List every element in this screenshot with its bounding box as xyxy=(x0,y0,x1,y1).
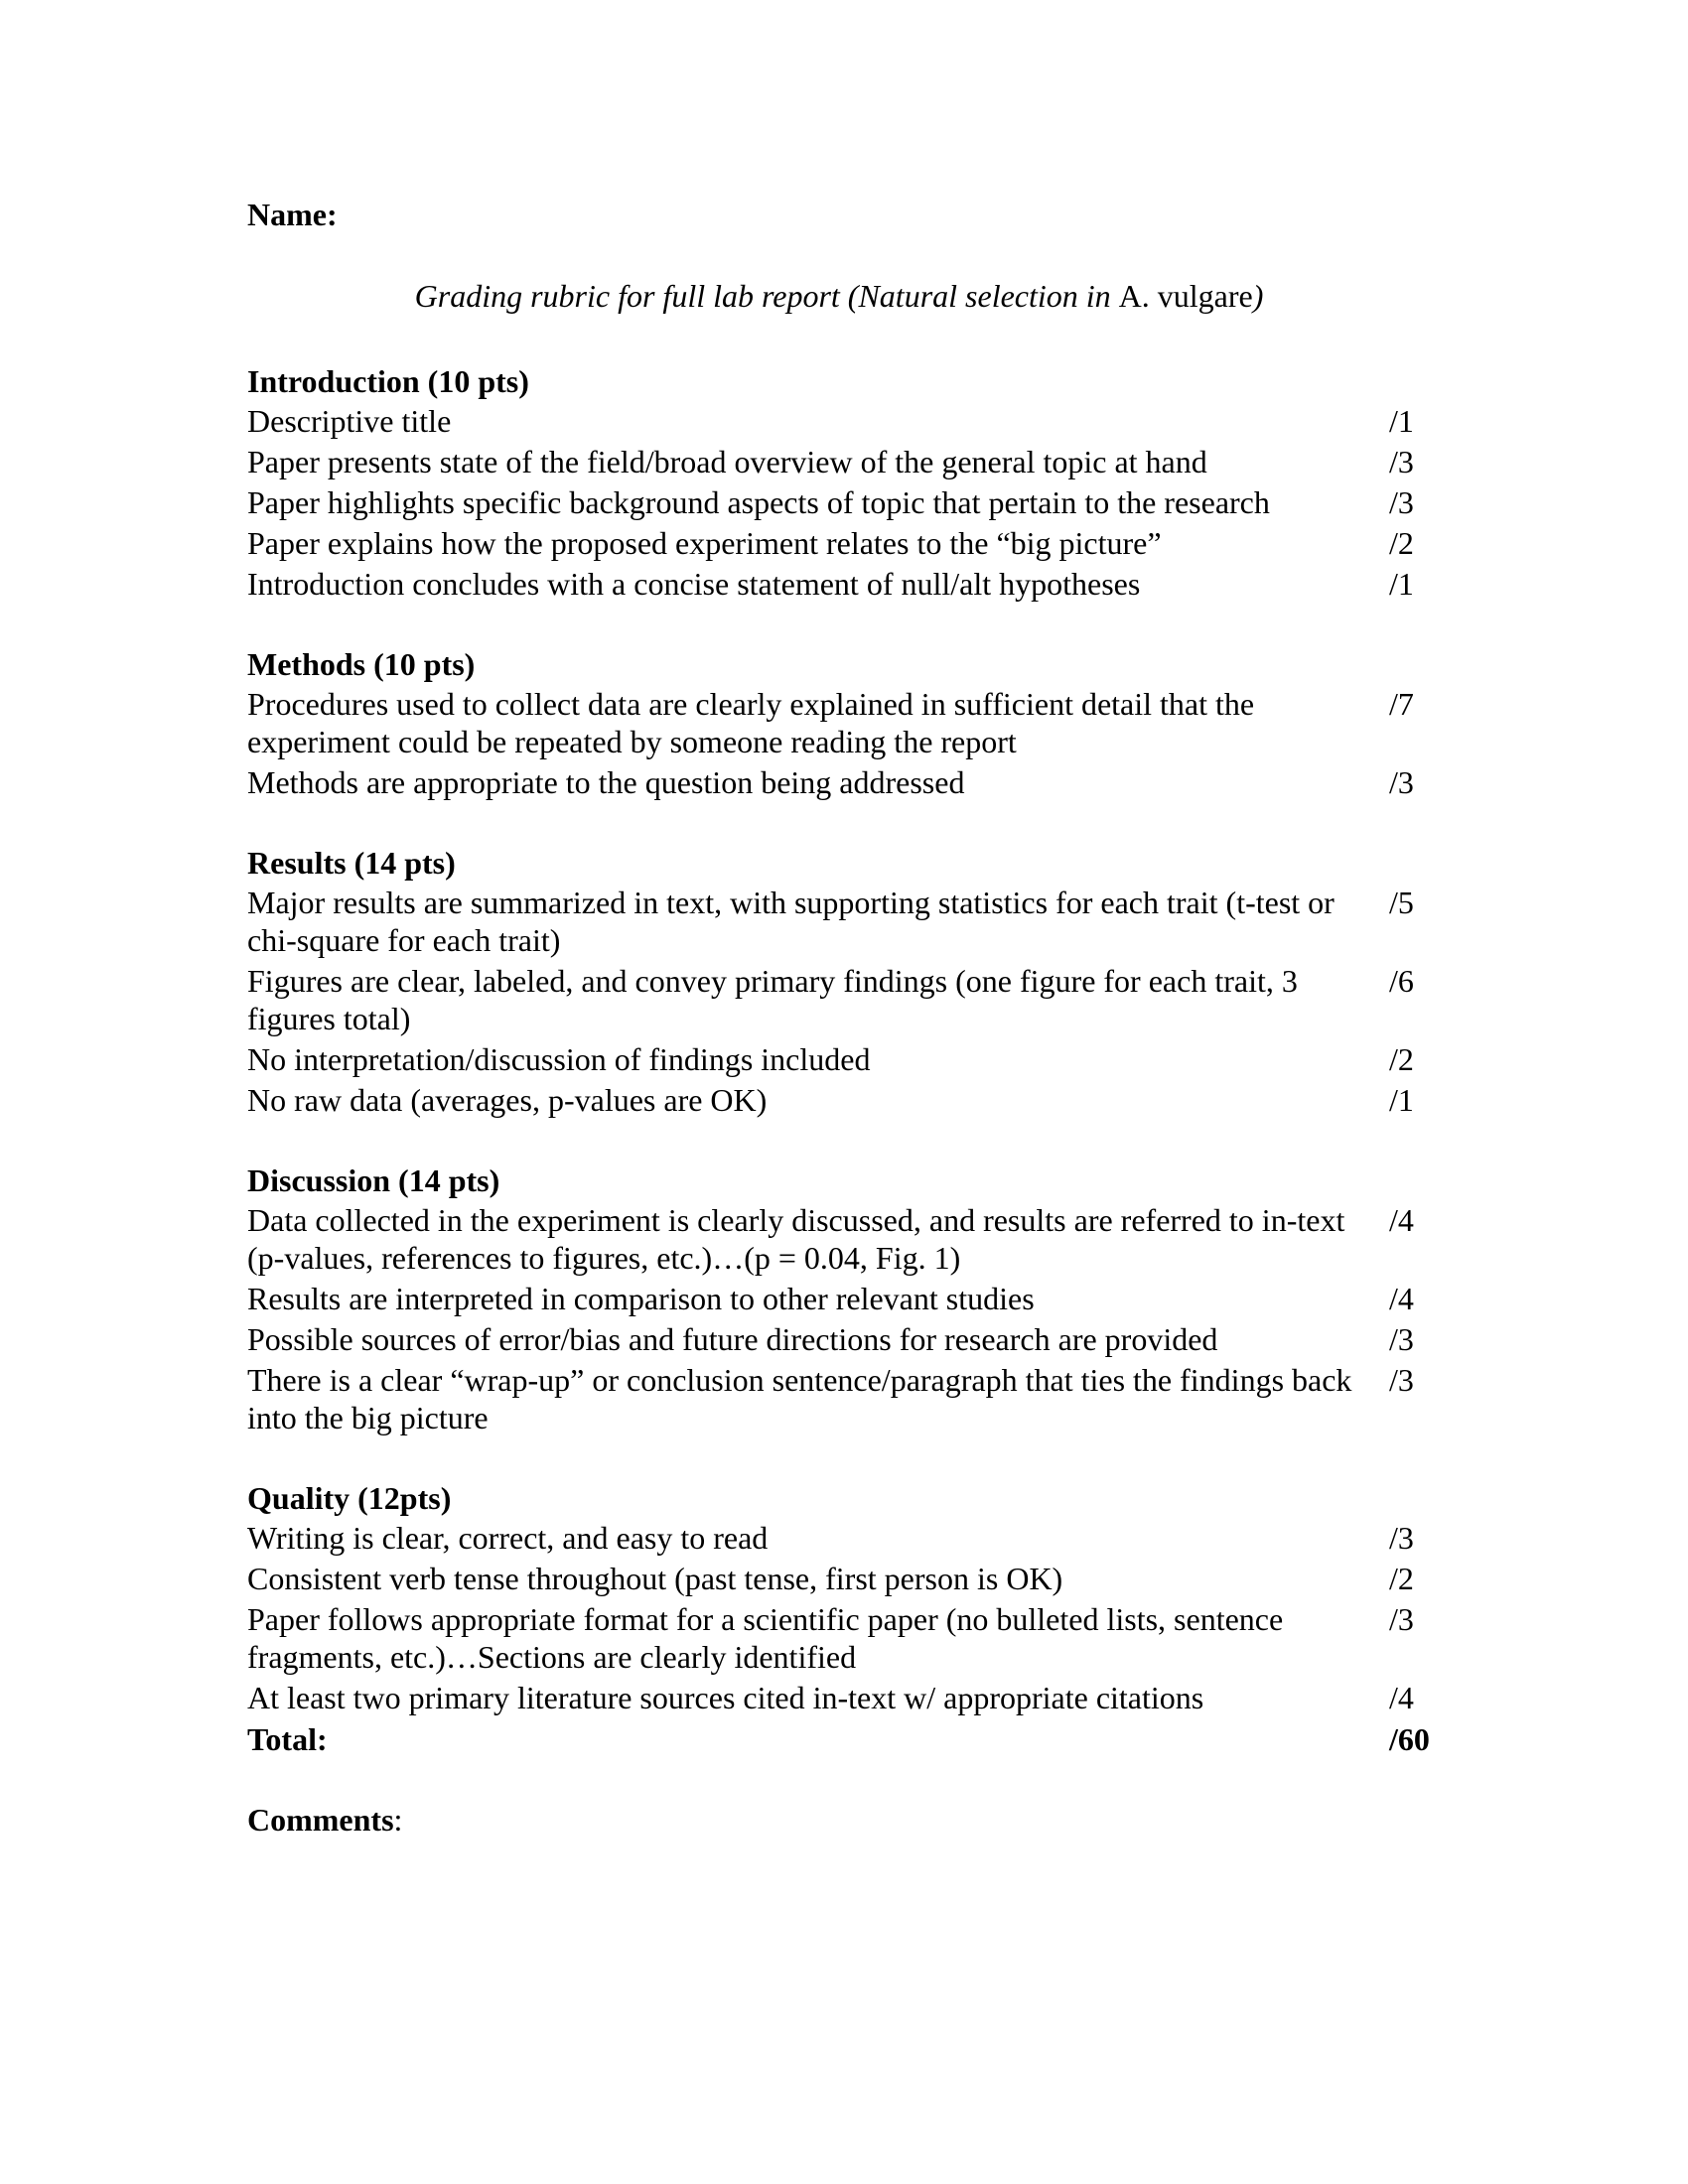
rubric-row xyxy=(247,1519,1439,1557)
criterion-points: /1 xyxy=(1389,1082,1414,1118)
criterion-text: Introduction concludes with a concise statement of null/alt hypotheses xyxy=(247,566,1141,602)
section-heading: Methods (10 pts) xyxy=(247,646,476,682)
rubric-row xyxy=(247,1280,1439,1317)
criterion-points: /3 xyxy=(1389,1601,1414,1637)
criterion-text: Possible sources of error/bias and future directions for research are provided xyxy=(247,1321,1218,1357)
comments-label: Comments xyxy=(247,1802,394,1838)
section-discussion xyxy=(247,1160,1439,1436)
rubric-row xyxy=(247,524,1439,562)
rubric-row xyxy=(247,884,1439,959)
criterion-text: Descriptive title xyxy=(247,403,452,439)
criterion-points: /3 xyxy=(1389,1520,1414,1556)
name-label: Name: xyxy=(247,197,338,232)
total-label: Total: xyxy=(247,1721,328,1757)
section-heading: Quality (12pts) xyxy=(247,1480,452,1516)
section-introduction xyxy=(247,361,1439,603)
rubric-row xyxy=(247,1320,1439,1358)
criterion-points: /4 xyxy=(1389,1680,1414,1715)
criterion-points: /3 xyxy=(1389,1321,1414,1357)
criterion-points: /3 xyxy=(1389,764,1414,800)
title-close: ) xyxy=(1252,278,1264,314)
criterion-text: Consistent verb tense throughout (past tense, first person is OK) xyxy=(247,1561,1063,1596)
total-row xyxy=(247,1719,1439,1760)
criterion-points: /2 xyxy=(1389,1561,1414,1596)
rubric-row xyxy=(247,1081,1439,1119)
section-results xyxy=(247,843,1439,1119)
criterion-points: /6 xyxy=(1389,963,1414,999)
rubric-row xyxy=(247,1201,1439,1277)
criterion-text: Data collected in the experiment is clearly discussed, and results are referred to in-text (p-values, references to figures, etc.)…(p = 0.04, Fig. 1) xyxy=(247,1202,1345,1276)
rubric-row xyxy=(247,1040,1439,1078)
rubric-row xyxy=(247,402,1439,440)
rubric-row xyxy=(247,1560,1439,1597)
rubric-row xyxy=(247,685,1439,760)
title-italic-part: Grading rubric for full lab report (Natural selection in xyxy=(414,278,1119,314)
rubric-row xyxy=(247,483,1439,521)
criterion-text: Major results are summarized in text, with supporting statistics for each trait (t-test or chi-square for each trait) xyxy=(247,885,1335,958)
rubric-row xyxy=(247,1679,1439,1716)
document-title xyxy=(0,278,1678,315)
section-heading: Introduction (10 pts) xyxy=(247,363,529,399)
criterion-points: /3 xyxy=(1389,444,1414,479)
criterion-text: Writing is clear, correct, and easy to read xyxy=(247,1520,769,1556)
criterion-points: /7 xyxy=(1389,686,1414,722)
rubric-row xyxy=(247,565,1439,603)
criterion-points: /4 xyxy=(1389,1281,1414,1316)
criterion-text: Methods are appropriate to the question being addressed xyxy=(247,764,965,800)
comments-line xyxy=(247,1800,1439,1841)
criterion-text: Paper highlights specific background aspects of topic that pertain to the research xyxy=(247,484,1270,520)
criterion-points: /2 xyxy=(1389,525,1414,561)
section-quality xyxy=(247,1478,1439,1760)
title-species: A. vulgare xyxy=(1118,278,1253,314)
criterion-points: /3 xyxy=(1389,1362,1414,1398)
criterion-text: Results are interpreted in comparison to other relevant studies xyxy=(247,1281,1035,1316)
rubric-row xyxy=(247,1600,1439,1676)
rubric-row xyxy=(247,962,1439,1037)
criterion-text: Figures are clear, labeled, and convey primary findings (one figure for each trait, 3 figures total) xyxy=(247,963,1298,1036)
criterion-points: /1 xyxy=(1389,566,1414,602)
rubric-row xyxy=(247,443,1439,480)
criterion-text: Paper explains how the proposed experiment relates to the “big picture” xyxy=(247,525,1162,561)
criterion-points: /1 xyxy=(1389,403,1414,439)
criterion-text: Procedures used to collect data are clearly explained in sufficient detail that the experiment could be repeated by someone reading the report xyxy=(247,686,1255,759)
criterion-text: No raw data (averages, p-values are OK) xyxy=(247,1082,768,1118)
criterion-points: /3 xyxy=(1389,484,1414,520)
criterion-text: No interpretation/discussion of findings included xyxy=(247,1041,871,1077)
rubric-sections xyxy=(247,361,1439,1841)
criterion-text: Paper follows appropriate format for a scientific paper (no bulleted lists, sentence fragments, etc.)…Sections are clearly identified xyxy=(247,1601,1284,1675)
rubric-row xyxy=(247,763,1439,801)
rubric-row xyxy=(247,1361,1439,1436)
criterion-points: /5 xyxy=(1389,885,1414,920)
criterion-text: Paper presents state of the field/broad overview of the general topic at hand xyxy=(247,444,1207,479)
criterion-text: At least two primary literature sources cited in-text w/ appropriate citations xyxy=(247,1680,1204,1715)
comments-colon: : xyxy=(393,1802,403,1838)
total-points: /60 xyxy=(1389,1721,1430,1757)
section-methods xyxy=(247,644,1439,801)
section-heading: Discussion (14 pts) xyxy=(247,1162,500,1198)
section-heading: Results (14 pts) xyxy=(247,845,456,881)
criterion-points: /2 xyxy=(1389,1041,1414,1077)
criterion-points: /4 xyxy=(1389,1202,1414,1238)
criterion-text: There is a clear “wrap-up” or conclusion sentence/paragraph that ties the findings back into the big picture xyxy=(247,1362,1352,1435)
